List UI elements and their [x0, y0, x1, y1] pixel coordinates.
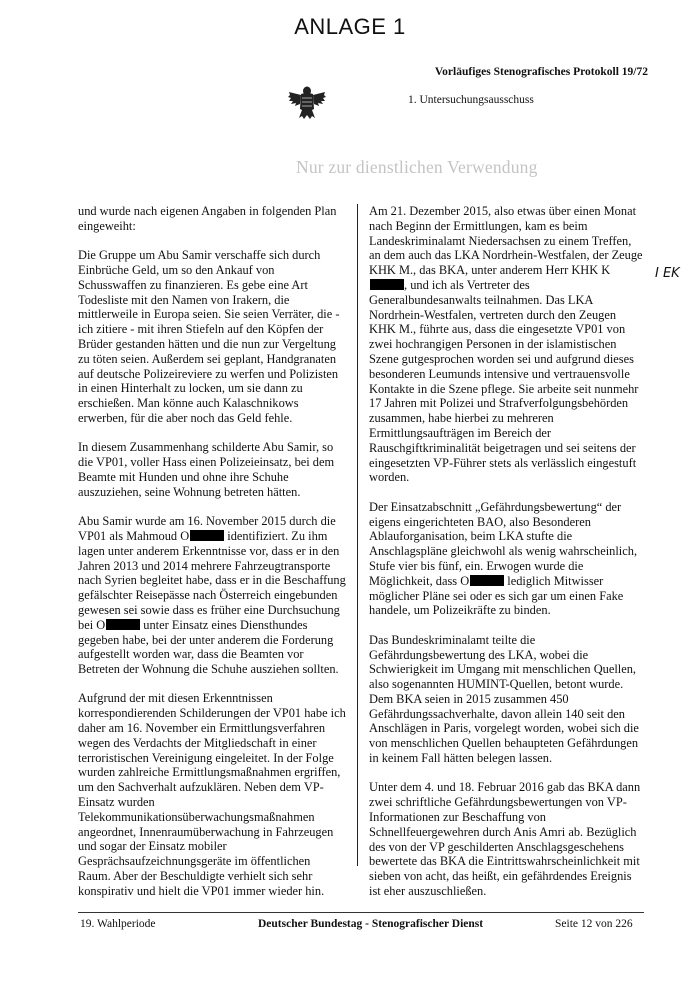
- handwritten-margin-note: I EK: [655, 266, 680, 281]
- protocol-title: Vorläufiges Stenografisches Protokoll 19/72: [434, 66, 648, 78]
- paragraph: Aufgrund der mit diesen Erkenntnissen korrespondierenden Schilderungen der VP01 habe ich daher am 16. November ein Ermittlungsverfahren wegen des Verdachts der Mitgliedschaft in einer terroristischen Vereinigung eingeleitet. In der Folge wurden zahlreiche Ermittlungsmaßnahmen ergriffen, um den Sachverhalt aufzuklären. Neben dem VP-Einsatz wurden Telekommunikationsüberwachungsmaßnahmen angeordnet, Innenraumüberwachung in Fahrzeugen und sogar der Einsatz mobiler Gesprächsaufzeichnungsgeräte im öffentlichen Raum. Aber der Beschuldigte verhielt sich sehr konspirativ und hielt die VP01 immer wieder hin.: [78, 691, 346, 898]
- page-number: Seite 12 von 226: [555, 918, 633, 930]
- text-segment: , und ich als Vertreter des Generalbundesanwalts teilnahmen. Das LKA Nordrhein-Westfalen, vertreten durch den Zeugen KHK M., führte aus, dass die eingesetzte VP01 von zwei hochrangigen Personen in der islamistischen Szene gutgesprochen worden sei und aufgrund dieses besonderen Leumunds intensive und vertrauensvolle Kontakte in die Szene pflege. Sie arbeite seit nunmehr 17 Jahren mit Polizei und Strafverfolgungsbehörden zusammen, habe hierbei zu mehreren Ermittlungsaufträgen im Bereich der Rauschgiftkriminalität beigetragen und sei seitens der eingesetzten VP-Führer stets als verlässlich eingestuft worden.: [369, 277, 639, 485]
- text-segment: identifiziert. Zu ihm lagen unter anderem Erkenntnisse vor, dass er in den Jahren 2013 und 2014 mehrere Fahrzeugtransporte nach Syrien begleitet habe, dass er in die Beschaffung gefälschter Reisepässe nach Österreich eingebunden gewesen sei sowie dass es früher eine Durchsuchung bei O: [78, 528, 346, 632]
- paragraph: Die Gruppe um Abu Samir verschaffe sich durch Einbrüche Geld, um so den Ankauf von Schusswaffen zu finanzieren. Es gebe eine Art Todesliste mit den Namen von Irakern, die mittlerweile in Europa seien. Sie seien Verräter, die - ich zitiere - mit ihren Stiefeln auf den Köpfen der Brüder gestanden hätten und die nun zur Vergeltung zu töten seien. Außerdem sei geplant, Handgranaten auf deutsche Polizeireviere zu werfen und Polizisten in einen Hinterhalt zu locken, um sie dann zu erschießen. Man könne auch Kalaschnikows erwerben, für die aber noch das Geld fehle.: [78, 248, 340, 425]
- paragraph: [78, 514, 346, 677]
- footer-service: Deutscher Bundestag - Stenografischer Dienst: [258, 918, 484, 930]
- redaction-bar: [190, 530, 224, 541]
- paragraph: Unter dem 4. und 18. Februar 2016 gab das BKA dann zwei schriftliche Gefährdungsbewertungen von VP-Informationen zur Beschaffung von Schnellfeuergewehren durch Anis Amri ab. Bezüglich des von der VP geschilderten Anschlagsgeschehens bewertete das BKA die Eintrittswahrscheinlichkeit mit sieben von acht, das heißt, ein gefährdendes Ereignis ist eher auszuschließen.: [369, 780, 641, 899]
- column-divider: [357, 204, 358, 866]
- paragraph: Das Bundeskriminalamt teilte die Gefährdungsbewertung des LKA, wobei die Schwierigkeit im Umgang mit menschlichen Quellen, also sogenannten HUMINT-Quellen, betont wurde. Dem BKA seien in 2015 zusammen 450 Gefährdungssachverhalte, davon allein 140 seit den Anschlägen in Paris, vorgelegt worden, wobei sich die von menschlichen Quellen behaupteten Gefährdungen in keinem Fall hätten belegen lassen.: [369, 632, 639, 766]
- text-segment: Am 21. Dezember 2015, also etwas über einen Monat nach Beginn der Ermittlungen, kam es beim Landeskriminalamt Niedersachsen zu einem Treffen, an dem auch das LKA Nordrhein-Westfalen, der Zeuge KHK M., das BKA, unter anderem Herr KHK K: [369, 204, 643, 278]
- classification-watermark: Nur zur dienstlichen Verwendung: [296, 157, 538, 177]
- annex-label: ANLAGE 1: [294, 14, 406, 39]
- redaction-bar: [370, 279, 404, 290]
- redaction-bar: [470, 575, 504, 586]
- footer-divider: [78, 912, 644, 913]
- right-column: [369, 204, 644, 913]
- text-segment: Abu Samir wurde am 16. November 2015 durch die VP01 als Mahmoud O: [78, 514, 336, 543]
- left-column: [78, 204, 346, 913]
- text-segment: unter Einsatz eines Diensthundes gegeben habe, bei der unter anderem die Forderung aufgestellt worden war, dass die Beamten vor Betreten der Wohnung die Schuhe ausziehen sollten.: [78, 617, 339, 677]
- redaction-bar: [106, 619, 140, 630]
- committee-name: 1. Untersuchungsausschuss: [408, 94, 534, 106]
- paragraph: [369, 204, 644, 485]
- paragraph: [369, 500, 644, 618]
- text-segment: Der Einsatzabschnitt „Gefährdungsbewertung“ der eigens eingerichteten BAO, also Besonderen Ablauforganisation, beim LKA stufte die Anschlagspläne gleichwohl als wenig wahrscheinlich, Stufe vier bis fünf, ein. Erwogen wurde die Möglichkeit, dass O: [369, 499, 638, 588]
- paragraph: In diesem Zusammenhang schilderte Abu Samir, so die VP01, voller Hass einen Polizeieinsatz, bei dem Beamte mit Hunden und ohne ihre Schuhe auszuziehen, seine Wohnung betreten hätten.: [78, 440, 335, 499]
- text-segment: lediglich Mitwisser möglicher Pläne sei oder es sich gar um einen Fake handele, um Polizeikräfte zu binden.: [369, 573, 624, 618]
- paragraph: und wurde nach eigenen Angaben in folgenden Plan eingeweiht:: [78, 204, 337, 233]
- bundestag-eagle-icon: [287, 82, 327, 120]
- footer-period: 19. Wahlperiode: [80, 918, 156, 930]
